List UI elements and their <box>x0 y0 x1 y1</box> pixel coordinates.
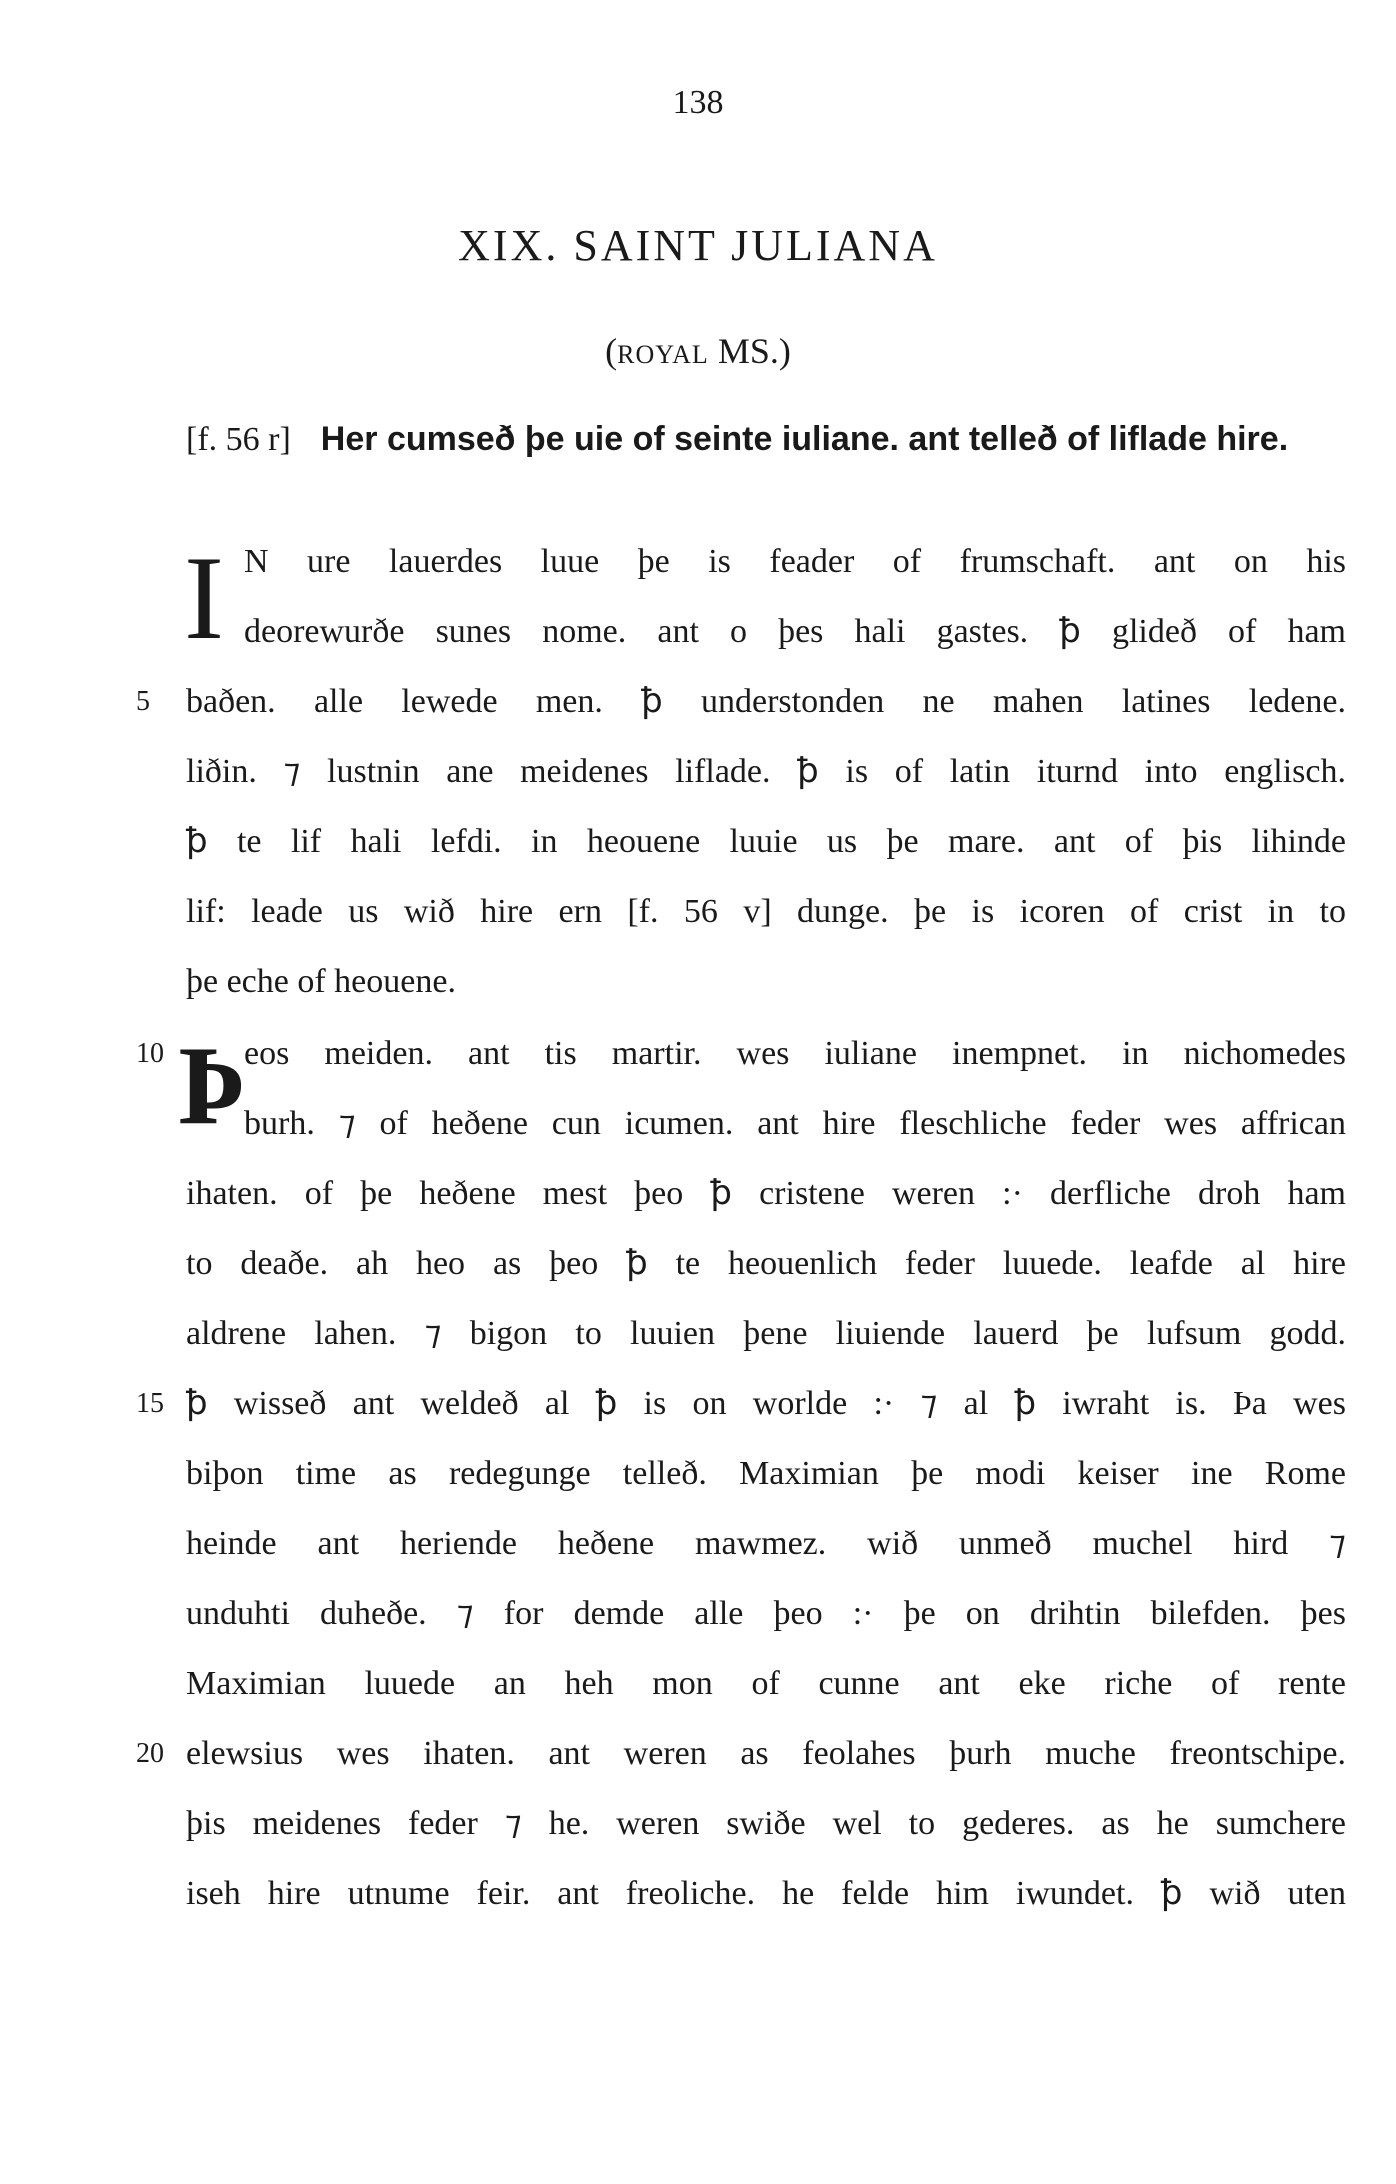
folio-reference: [f. 56 r] <box>186 421 291 458</box>
manuscript-subtitle <box>0 330 1396 372</box>
line-number: 20 <box>136 1738 164 1769</box>
text-line: burh. ⁊ of heðene cun icumen. ant hire fleschliche feder wes affrican <box>244 1105 1346 1142</box>
rubric-heading <box>186 408 1346 471</box>
drop-initial-thorn: Þ <box>178 1024 247 1148</box>
text-line: þe eche of heouene. <box>186 963 456 1000</box>
subtitle-smallcaps: ROYAL <box>617 340 709 369</box>
text-line: lif: leade us wið hire ern [f. 56 v] dunge. þe is icoren of crist in to <box>186 893 1346 930</box>
page-number: 138 <box>672 84 724 121</box>
text-line: to deaðe. ah heo as þeo ꝥ te heouenlich feder luuede. leafde al hire <box>186 1245 1346 1282</box>
text-line: iseh hire utnume feir. ant freoliche. he felde him iwundet. ꝥ wið uten <box>186 1875 1346 1912</box>
text-line: baðen. alle lewede men. ꝥ understonden ne mahen latines ledene. <box>186 683 1346 720</box>
text-line: Maximian luuede an heh mon of cunne ant eke riche of rente <box>186 1665 1346 1702</box>
subtitle-open: ( <box>605 331 618 371</box>
line-number: 15 <box>136 1388 164 1419</box>
text-line: elewsius wes ihaten. ant weren as feolahes þurh muche freontschipe. <box>186 1735 1346 1772</box>
text-line: deorewurðe sunes nome. ant o þes hali gastes. ꝥ glideð of ham <box>244 613 1346 650</box>
drop-initial-i: I <box>184 531 224 664</box>
text-line: heinde ant heriende heðene mawmez. wið unmeð muchel hird ⁊ <box>186 1525 1346 1562</box>
text-line: ꝥ te lif hali lefdi. in heouene luuie us þe mare. ant of þis lihinde <box>186 823 1346 860</box>
text-line: þis meidenes feder ⁊ he. weren swiðe wel to gederes. as he sumchere <box>186 1805 1346 1842</box>
text-line: liðin. ⁊ lustnin ane meidenes liflade. ꝥ is of latin iturnd into englisch. <box>186 753 1346 790</box>
rubric-text: Her cumseð þe uie of seinte iuliane. ant telleð of liflade hire. <box>320 420 1289 458</box>
text-line: biþon time as redegunge telleð. Maximian þe modi keiser ine Rome <box>186 1455 1346 1492</box>
chapter-title: XIX. SAINT JULIANA <box>458 221 938 270</box>
text-line: eos meiden. ant tis martir. wes iuliane inempnet. in nichomedes <box>244 1035 1346 1072</box>
text-line: ꝥ wisseð ant weldeð al ꝥ is on worlde :· ⁊ al ꝥ iwraht is. Þa wes <box>186 1385 1346 1422</box>
line-number: 5 <box>136 686 150 717</box>
text-line: aldrene lahen. ⁊ bigon to luuien þene liuiende lauerd þe lufsum godd. <box>186 1315 1346 1352</box>
text-line: unduhti duheðe. ⁊ for demde alle þeo :· þe on drihtin bilefden. þes <box>186 1595 1346 1632</box>
line-number: 10 <box>136 1038 164 1069</box>
subtitle-rest: MS.) <box>708 331 791 371</box>
text-line: N ure lauerdes luue þe is feader of frumschaft. ant on his <box>244 543 1346 580</box>
text-line: ihaten. of þe heðene mest þeo ꝥ cristene weren :· derfliche droh ham <box>186 1175 1346 1212</box>
